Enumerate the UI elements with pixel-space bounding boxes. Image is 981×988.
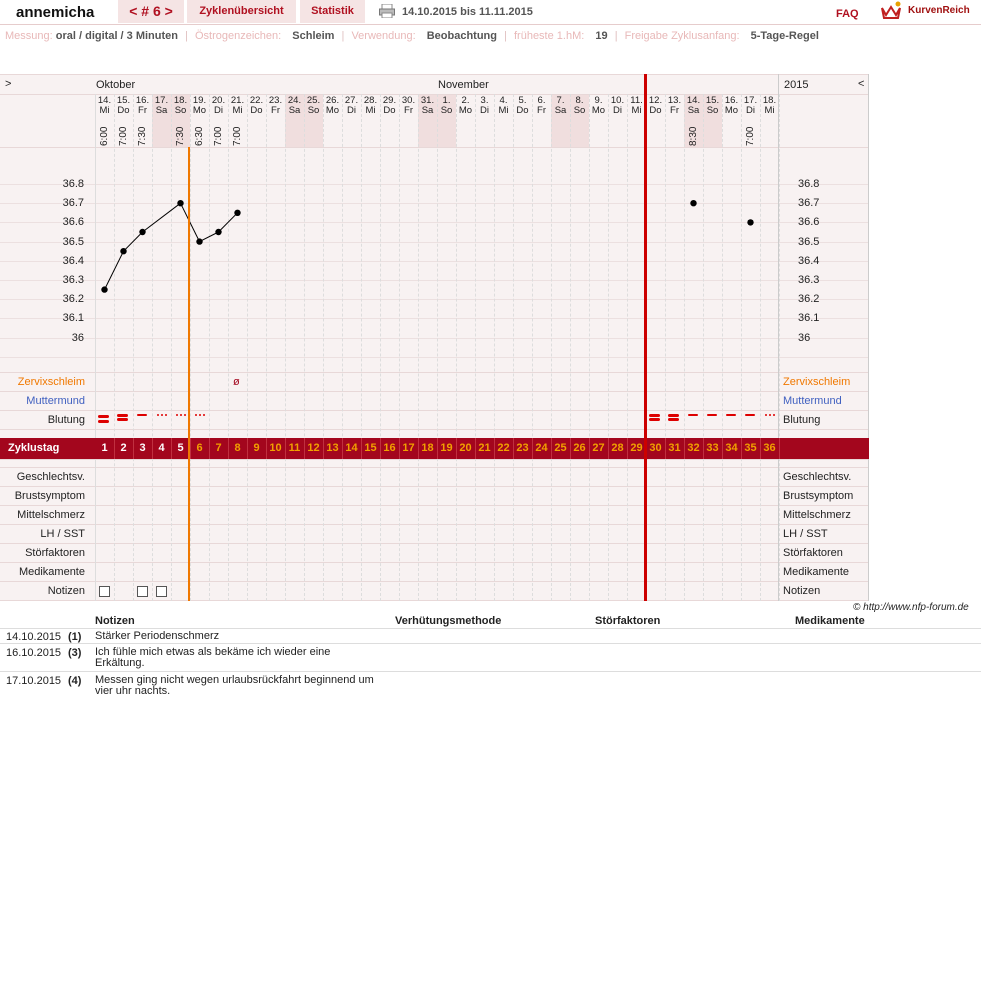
table-row (0, 671, 981, 700)
day-number: 16. (724, 95, 739, 106)
cycle-day: 30 (649, 442, 662, 454)
cycle-end-line (644, 438, 647, 459)
day-weekday: Mi (498, 105, 509, 116)
day-weekday: Fr (537, 105, 546, 116)
day-number: 15. (705, 95, 720, 106)
day-weekday: Di (746, 105, 755, 116)
cycle-day: 21 (478, 442, 491, 454)
cycle-day: 25 (554, 442, 567, 454)
day-weekday: Mo (192, 105, 207, 116)
temp-tick-label: 36.1 (798, 312, 820, 325)
temp-tick-label: 36.5 (62, 235, 84, 248)
temp-tick-label: 36.3 (62, 274, 84, 286)
cycle-day: 16 (383, 442, 396, 454)
note-icon[interactable] (156, 586, 167, 597)
cycle-day: 5 (177, 442, 184, 454)
lower-row-label-right: Störfaktoren (783, 547, 843, 559)
table-row (0, 643, 981, 672)
month-label-oktober: Oktober (96, 79, 136, 91)
cycle-day: 19 (440, 442, 453, 454)
day-number: 31. (420, 95, 435, 106)
day-weekday: Sa (421, 105, 434, 116)
estrogen-label: Östrogenzeichen: (194, 30, 282, 42)
day-weekday: Sa (288, 105, 301, 116)
temp-tick-label: 36.7 (798, 197, 820, 210)
note-number: (3) (68, 647, 82, 659)
cycle-day: 34 (725, 442, 738, 454)
cycle-day-divider (494, 438, 495, 459)
bleeding-mark-spot (180, 414, 182, 416)
cycle-day: 31 (668, 442, 681, 454)
temp-point (196, 238, 202, 244)
day-weekday: Di (347, 105, 356, 116)
day-number: 28. (363, 95, 378, 106)
cycle-day-divider (342, 438, 343, 459)
bleeding-mark-heavy (98, 415, 109, 418)
day-number: 15. (116, 95, 131, 106)
day-weekday: Do (383, 105, 396, 116)
lower-row-label-right: Brustsymptom (783, 490, 854, 502)
cycle-day: 7 (215, 442, 222, 454)
note-number: (1) (68, 631, 82, 643)
measure-time: 6:00 (99, 126, 110, 146)
day-weekday: So (307, 105, 320, 116)
username: annemicha (16, 4, 95, 21)
cycle-day-divider (152, 438, 153, 459)
cycle-day-divider (133, 438, 134, 459)
bleeding-mark-spot (184, 414, 186, 416)
temp-tick-label: 36 (71, 331, 84, 344)
cycle-day-divider (532, 438, 533, 459)
temp-tick-label: 36.6 (62, 216, 84, 229)
day-number: 25. (306, 95, 321, 106)
cycle-day-divider (380, 438, 381, 459)
day-weekday: Fr (404, 105, 413, 116)
crown-icon (880, 1, 902, 21)
cycle-day: 27 (592, 442, 605, 454)
cycle-day: 6 (196, 442, 203, 454)
cycle-day: 24 (535, 442, 548, 454)
day-weekday: Sa (687, 105, 700, 116)
cycle-day-divider (209, 438, 210, 459)
day-number: 12. (648, 95, 663, 106)
temp-segment (181, 203, 200, 241)
cycle-end-line (644, 74, 647, 601)
day-weekday: So (174, 105, 187, 116)
day-weekday: Mi (631, 105, 642, 116)
lower-row-label: Brustsymptom (14, 490, 85, 502)
row-label-os-right: Muttermund (783, 395, 842, 407)
bleeding-mark-medium (668, 414, 679, 417)
cycle-day: 8 (234, 442, 241, 454)
temp-rise-line (188, 438, 190, 459)
bleeding-mark-spot (765, 414, 767, 416)
cycle-day-divider (228, 438, 229, 459)
temp-tick-label: 36.3 (798, 274, 820, 286)
temp-tick-label: 36.8 (798, 178, 820, 190)
day-number: 10. (610, 95, 625, 106)
cycle-day: 12 (307, 442, 320, 454)
cycle-day-divider (779, 438, 780, 459)
lower-row-label-right: Mittelschmerz (783, 509, 851, 521)
measure-time: 7:00 (118, 126, 129, 146)
cycle-day-divider (627, 438, 628, 459)
day-number: 30. (401, 95, 416, 106)
temperature-curve (0, 74, 869, 601)
note-text: Ich fühle mich etwas als bekäme ich wieder eine Erkältung. (95, 646, 331, 669)
cycle-day: 28 (611, 442, 624, 454)
day-weekday: So (573, 105, 586, 116)
note-date: 16.10.2015 (6, 647, 62, 659)
bleeding-mark-spot (157, 414, 159, 416)
day-number: 14. (686, 95, 701, 106)
cycle-day-divider (437, 438, 438, 459)
table-row (0, 628, 981, 644)
cycle-day-divider (475, 438, 476, 459)
logo[interactable] (880, 1, 981, 21)
year-label: 2015 (784, 79, 809, 91)
measure-time: 8:30 (688, 126, 699, 146)
copyright: © http://www.nfp-forum.de (853, 602, 969, 613)
lower-row-label: Medikamente (18, 566, 85, 578)
nav-next-button[interactable]: < (858, 78, 865, 90)
day-weekday: Do (117, 105, 130, 116)
measure-time: 7:00 (213, 126, 224, 146)
bleeding-mark-spot (161, 414, 163, 416)
note-text: Messen ging nicht wegen urlaubsrückfahrt beginnend um vier uhr nachts. (95, 674, 374, 697)
note-icon[interactable] (137, 586, 148, 597)
cycle-day-divider (361, 438, 362, 459)
temp-point (177, 200, 183, 206)
lower-row-label: LH / SST (40, 528, 85, 540)
day-number: 26. (325, 95, 340, 106)
temp-segment (143, 203, 181, 232)
day-weekday: Do (649, 105, 662, 116)
day-weekday: Di (214, 105, 223, 116)
day-weekday: Mo (458, 105, 473, 116)
temp-tick-label: 36.4 (62, 254, 84, 267)
cycle-day: 17 (402, 442, 415, 454)
day-number: 18. (762, 95, 777, 106)
day-number: 27. (344, 95, 359, 106)
cycle-day-divider (247, 438, 248, 459)
cycle-day: 14 (345, 442, 358, 454)
cycle-day: 9 (253, 442, 260, 454)
separator: | (185, 30, 188, 42)
day-number: 7. (556, 95, 565, 106)
day-number: 24. (287, 95, 302, 106)
spacer (96, 74, 97, 601)
cycle-chart (0, 74, 869, 601)
day-number: 20. (211, 95, 226, 106)
temp-point (120, 248, 126, 254)
row-label-bleeding-right: Blutung (783, 414, 821, 426)
bleeding-mark-spot (195, 414, 197, 416)
bleeding-mark-spot (199, 414, 201, 416)
day-number: 6. (537, 95, 546, 106)
estrogen-value: Schleim (292, 30, 335, 42)
day-number: 4. (499, 95, 508, 106)
day-weekday: Mi (99, 105, 110, 116)
separator: | (341, 30, 345, 42)
cycle-day-divider (266, 438, 267, 459)
day-number: 18. (173, 95, 188, 106)
bleeding-mark-light (688, 414, 698, 416)
bleeding-mark-medium (649, 418, 660, 421)
measure-time: 7:30 (175, 126, 186, 146)
cycle-day-divider (551, 438, 552, 459)
cycle-day: 1 (101, 442, 108, 454)
temp-tick-label: 36.1 (62, 312, 84, 325)
day-weekday: Mo (724, 105, 739, 116)
printer-icon[interactable] (379, 4, 395, 18)
day-number: 2. (461, 95, 470, 106)
day-weekday: Mi (365, 105, 376, 116)
cycle-day-divider (418, 438, 419, 459)
bleeding-mark-light (707, 414, 717, 416)
cycle-day-divider (285, 438, 286, 459)
cycle-day-divider (513, 438, 514, 459)
cycle-day: 13 (326, 442, 339, 454)
cycle-day: 2 (120, 442, 127, 454)
cycle-day-divider (190, 438, 191, 459)
cycle-day-divider (399, 438, 400, 459)
day-weekday: So (706, 105, 719, 116)
bleeding-mark-medium (649, 414, 660, 417)
cycle-day: 29 (630, 442, 643, 454)
day-weekday: So (440, 105, 453, 116)
tab-statistics[interactable]: Statistik (300, 0, 365, 23)
note-date: 17.10.2015 (6, 675, 62, 687)
bleeding-mark-heavy (98, 420, 109, 423)
cycle-day-bar (0, 438, 869, 459)
day-number: 17. (154, 95, 169, 106)
cycle-day-divider (760, 438, 761, 459)
logo-text: KurvenReich (908, 5, 970, 16)
day-number: 9. (594, 95, 603, 106)
day-number: 21. (230, 95, 245, 106)
note-date: 14.10.2015 (6, 631, 62, 643)
temp-tick-label: 36 (798, 331, 811, 344)
cycle-day-divider (456, 438, 457, 459)
cycle-day-divider (171, 438, 172, 459)
bleeding-mark-light (137, 414, 147, 416)
tab-cycle-overview[interactable]: Zyklenübersicht (187, 0, 296, 23)
temp-tick-label: 36.8 (62, 178, 84, 190)
day-number: 5. (518, 95, 527, 106)
cycle-day: 32 (687, 442, 700, 454)
temp-segment (105, 251, 124, 289)
temp-point (139, 229, 145, 235)
measure-value: oral / digital / 3 Minuten (55, 30, 178, 42)
day-weekday: Sa (155, 105, 168, 116)
separator: | (504, 30, 507, 42)
note-number: (4) (68, 675, 82, 687)
measure-time: 7:00 (232, 126, 243, 146)
cycle-day-divider (114, 438, 115, 459)
cycle-day-divider (589, 438, 590, 459)
temp-tick-label: 36.7 (62, 197, 84, 210)
earliest-value: 19 (595, 30, 608, 42)
cycle-day: 33 (706, 442, 719, 454)
notes-header-disturbances: Störfaktoren (595, 615, 661, 627)
bleeding-mark-spot (773, 414, 775, 416)
month-label-november: November (438, 79, 489, 91)
row-label-os: Muttermund (26, 395, 85, 407)
cycle-day-divider (741, 438, 742, 459)
temp-segment (219, 213, 238, 232)
cycle-nav[interactable]: < # 6 > (118, 0, 184, 23)
nav-prev-button[interactable]: > (5, 78, 12, 90)
day-number: 29. (382, 95, 397, 106)
day-number: 14. (97, 95, 112, 106)
lower-row-label-right: Geschlechtsv. (783, 471, 852, 483)
date-range: 14.10.2015 bis 11.11.2015 (402, 6, 533, 18)
temp-tick-label: 36.6 (798, 216, 820, 229)
day-weekday: Mo (591, 105, 606, 116)
cycle-day: 36 (763, 442, 776, 454)
cycle-day: 35 (744, 442, 757, 454)
cycle-day-divider (684, 438, 685, 459)
cycle-day-divider (608, 438, 609, 459)
day-number: 1. (442, 95, 451, 106)
temp-tick-label: 36.5 (798, 235, 820, 248)
row-label-bleeding: Blutung (47, 414, 85, 426)
bleeding-mark-medium (117, 414, 128, 417)
cycle-day: 4 (158, 442, 165, 454)
usage-label: Verwendung: (351, 30, 416, 42)
cycle-day: 26 (573, 442, 586, 454)
bleeding-mark-medium (668, 418, 679, 421)
bleeding-mark-light (726, 414, 736, 416)
day-number: 11. (630, 95, 643, 106)
info-bar (5, 30, 819, 42)
temp-rise-line (188, 147, 190, 601)
cervix-marker: ø (233, 376, 240, 388)
lower-row-label-right: Notizen (783, 585, 821, 597)
day-number: 17. (743, 95, 758, 106)
bleeding-mark-spot (769, 414, 771, 416)
temp-segment (124, 232, 143, 251)
day-weekday: Di (613, 105, 622, 116)
measure-time: 7:30 (137, 126, 148, 146)
day-weekday: Sa (554, 105, 567, 116)
cycle-day: 11 (288, 442, 301, 454)
top-bar (0, 0, 981, 25)
cycle-day-label: Zyklustag (8, 442, 60, 454)
day-weekday: Mi (764, 105, 775, 116)
measure-time: 7:00 (745, 126, 756, 146)
day-number: 3. (480, 95, 489, 106)
notes-header-medication: Medikamente (795, 615, 865, 627)
release-label: Freigabe Zyklusanfang: (624, 30, 740, 42)
day-weekday: Do (250, 105, 263, 116)
temp-tick-label: 36.2 (62, 293, 84, 306)
cycle-day-divider (304, 438, 305, 459)
notes-header-notes: Notizen (95, 615, 135, 627)
temp-tick-label: 36.2 (798, 293, 820, 306)
day-weekday: Di (480, 105, 489, 116)
lower-row-label-right: Medikamente (783, 566, 850, 578)
notes-header-contraception: Verhütungsmethode (395, 615, 502, 627)
lower-row-label: Mittelschmerz (17, 509, 85, 521)
note-text: Stärker Periodenschmerz (95, 630, 220, 642)
temp-point (690, 200, 696, 206)
cycle-day: 23 (516, 442, 529, 454)
day-weekday: Fr (138, 105, 147, 116)
measure-time: 6:30 (194, 126, 205, 146)
cycle-day-divider (722, 438, 723, 459)
cycle-day-divider (665, 438, 666, 459)
release-value: 5-Tage-Regel (750, 30, 819, 42)
cycle-day: 15 (364, 442, 377, 454)
temp-point (101, 286, 107, 292)
cycle-day: 20 (459, 442, 472, 454)
faq-link[interactable]: FAQ (836, 8, 859, 20)
bleeding-mark-spot (165, 414, 167, 416)
note-icon[interactable] (99, 586, 110, 597)
day-weekday: Do (516, 105, 529, 116)
temp-tick-label: 36.4 (798, 254, 820, 267)
day-weekday: Mo (325, 105, 340, 116)
day-number: 8. (575, 95, 584, 106)
cycle-day-divider (703, 438, 704, 459)
cycle-day: 18 (421, 442, 434, 454)
day-number: 19. (192, 95, 207, 106)
lower-row-label: Störfaktoren (25, 547, 85, 559)
cycle-day-divider (323, 438, 324, 459)
day-weekday: Fr (670, 105, 679, 116)
bleeding-mark-light (745, 414, 755, 416)
bleeding-mark-spot (203, 414, 205, 416)
temp-point (747, 219, 753, 225)
row-label-cervix: Zervixschleim (17, 376, 85, 388)
row-label-cervix-right: Zervixschleim (783, 376, 851, 388)
cycle-day: 10 (269, 442, 282, 454)
lower-row-label: Geschlechtsv. (16, 471, 85, 483)
usage-value: Beobachtung (426, 30, 497, 42)
earliest-label: früheste 1.hM: (513, 30, 585, 42)
cycle-day-divider (570, 438, 571, 459)
lower-row-label: Notizen (47, 585, 85, 597)
measure-label: Messung: (5, 30, 53, 42)
temp-point (234, 210, 240, 216)
day-weekday: Mi (232, 105, 243, 116)
temp-point (215, 229, 221, 235)
cycle-day: 22 (497, 442, 510, 454)
lower-row-label-right: LH / SST (783, 528, 828, 540)
bleeding-mark-medium (117, 418, 128, 421)
separator: | (614, 30, 618, 42)
day-number: 16. (135, 95, 150, 106)
day-weekday: Fr (271, 105, 280, 116)
cycle-day: 3 (139, 442, 146, 454)
day-number: 13. (667, 95, 682, 106)
day-number: 22. (249, 95, 264, 106)
bleeding-mark-spot (176, 414, 178, 416)
day-number: 23. (268, 95, 283, 106)
